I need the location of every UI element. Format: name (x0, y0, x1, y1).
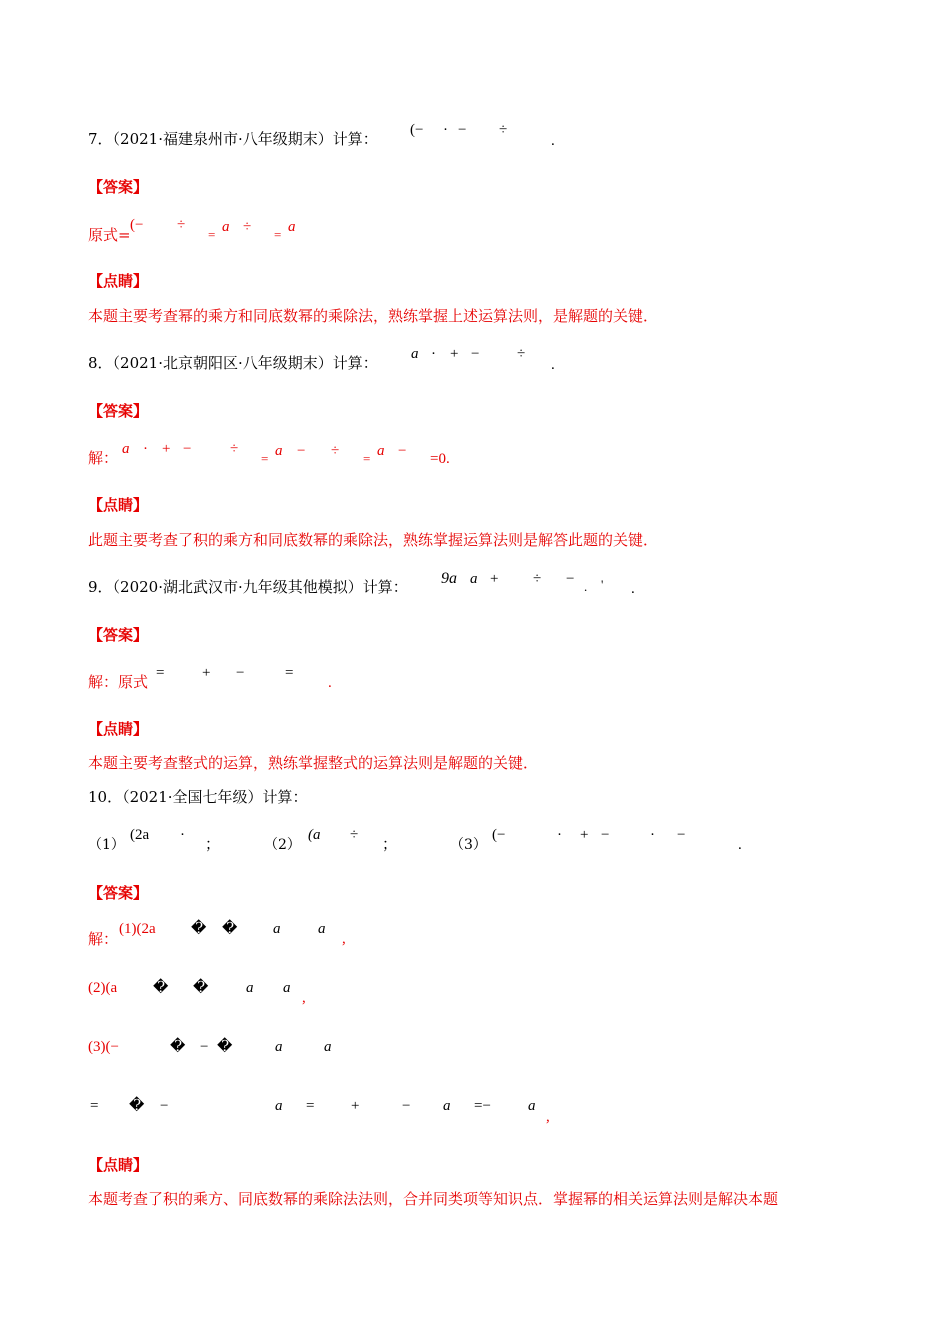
q7-ans-6: a (288, 219, 296, 235)
q8-ans-1: · (143, 441, 148, 457)
q10-l1-1: � (191, 921, 207, 937)
q10-part1-1: · (180, 827, 185, 843)
q9-ans-1: + (202, 665, 211, 681)
q8-expr-1: · (431, 346, 436, 362)
q8-ans-10: a (377, 443, 385, 459)
q9-ans-2: − (236, 665, 245, 681)
q10-answer-prefix: 解： (88, 930, 119, 948)
q10-part3-4: · (650, 827, 655, 843)
q9-ans-0: = (156, 665, 165, 681)
q8-source: （2021·北京朝阳区·八年级期末）计算： (112, 354, 378, 372)
q10-l4-10: , (546, 1109, 550, 1125)
q8-ans-6: a (275, 443, 283, 459)
q9-answer-tag: 【答案】 (88, 626, 149, 644)
q9-expr-2: + (490, 571, 499, 587)
q7-comment-tag: 【点睛】 (88, 272, 149, 290)
q8-ans-8: ÷ (331, 443, 340, 459)
q9-number: 9． (88, 578, 113, 596)
q10-l1-0: (1)(2a (119, 921, 156, 937)
q9-expr-4: − (566, 571, 575, 587)
q8-ans-0: a (122, 441, 130, 457)
q7-source: （2021·福建泉州市·八年级期末）计算： (112, 130, 378, 148)
q7-expr-0: (− (410, 122, 424, 138)
q8-ans-12: =0. (430, 451, 450, 467)
q10-l4-2: − (160, 1098, 169, 1114)
q10-l3-3: � (217, 1039, 233, 1055)
q9-comment-tag: 【点睛】 (88, 720, 149, 738)
q9-expr-5: . (584, 579, 588, 594)
q8-expr-0: a (411, 346, 419, 362)
q10-part2-2: ； (382, 837, 398, 853)
q10-l1-3: a (273, 921, 281, 937)
q7-ans-0: (− (130, 217, 144, 233)
q10-l2-2: � (193, 980, 209, 996)
q10-part2-0: (a (308, 827, 321, 843)
q8-expr-2: + (450, 346, 459, 362)
q10-l3-5: a (324, 1039, 332, 1055)
q9-expr-6: ' (601, 577, 604, 592)
q10-l3-1: � (170, 1039, 186, 1055)
q10-l2-1: � (153, 980, 169, 996)
q9-comment: 本题主要考查整式的运算，熟练掌握整式的运算法则是解题的关键． (88, 754, 539, 772)
q10-l4-6: − (402, 1098, 411, 1114)
q10-comment: 本题考查了积的乘方、同底数幂的乘除法法则，合并同类项等知识点．掌握幂的相关运算法则是解决本题 (88, 1190, 779, 1208)
q7-expr-3: ÷ (499, 122, 508, 138)
q8-ans-2: + (162, 441, 171, 457)
q8-comment: 此题主要考查了积的乘方和同底数幂的乘除法，熟练掌握运算法则是解答此题的关键． (88, 531, 659, 549)
q10-l4-0: = (90, 1098, 99, 1114)
q7-answer-prefix: 原式= (88, 226, 131, 244)
q10-part3-2: + (580, 827, 589, 843)
q10-comment-tag: 【点睛】 (88, 1156, 149, 1174)
q8-number: 8． (88, 354, 113, 372)
q8-answer-prefix: 解： (88, 449, 119, 467)
q7-ans-1: ÷ (177, 217, 186, 233)
q7-ans-2: = (208, 227, 216, 242)
q10-l2-3: a (246, 980, 254, 996)
q7-ans-3: a (222, 219, 230, 235)
q10-l4-7: a (443, 1098, 451, 1114)
q10-l2-4: a (283, 980, 291, 996)
q10-part2-label: （2） (264, 837, 301, 853)
q10-l1-2: � (222, 921, 238, 937)
q8-expr-end: . (551, 357, 555, 373)
q8-expr-4: ÷ (517, 346, 526, 362)
q8-comment-tag: 【点睛】 (88, 496, 149, 514)
q10-part3-3: − (601, 827, 610, 843)
q7-answer-tag: 【答案】 (88, 178, 149, 196)
q10-part3-5: − (677, 827, 686, 843)
q8-ans-3: − (183, 441, 192, 457)
q8-ans-11: − (398, 443, 407, 459)
q10-l4-4: = (306, 1098, 315, 1114)
q8-ans-9: = (363, 451, 371, 466)
q8-ans-4: ÷ (230, 441, 239, 457)
q8-stem (88, 354, 378, 372)
q10-l1-4: a (318, 921, 326, 937)
q10-l3-0: (3)(− (88, 1039, 119, 1055)
q10-l2-0: (2)(a (88, 980, 118, 996)
q10-number: 10． (88, 788, 123, 806)
q7-expr-1: · (443, 122, 448, 138)
q10-source: （2021·全国七年级）计算： (122, 788, 308, 806)
q10-stem (88, 788, 308, 806)
q9-ans-end: . (328, 675, 332, 691)
q8-ans-7: − (297, 443, 306, 459)
q10-part2-1: ÷ (350, 827, 359, 843)
q7-ans-5: = (274, 227, 282, 242)
q9-ans-3: = (285, 665, 294, 681)
q10-l2-5: , (302, 990, 306, 1006)
q9-expr-0: 9a (441, 570, 457, 587)
q9-expr-end: . (631, 581, 635, 597)
q10-l1-5: , (342, 931, 346, 947)
q10-part1-2: ； (205, 837, 221, 853)
q10-l4-1: � (129, 1098, 145, 1114)
q10-answer-tag: 【答案】 (88, 884, 149, 902)
q8-expr-3: − (471, 346, 480, 362)
q10-part3-end: . (738, 837, 742, 853)
q7-stem (88, 130, 378, 148)
q10-part1-label: （1） (88, 837, 125, 853)
q7-number: 7． (88, 130, 113, 148)
q7-expr-end: . (551, 133, 555, 149)
q9-expr-1: a (470, 571, 478, 587)
q9-answer-prefix: 解：原式 (88, 673, 149, 691)
q9-source: （2020·湖北武汉市·九年级其他模拟）计算： (112, 578, 408, 596)
q7-ans-4: ÷ (243, 219, 252, 235)
q7-comment: 本题主要考查幂的乘方和同底数幂的乘除法，熟练掌握上述运算法则，是解题的关键． (88, 307, 659, 325)
q7-expr-2: − (458, 122, 467, 138)
q9-expr-3: ÷ (533, 571, 542, 587)
q10-part1-0: (2a (130, 827, 150, 843)
q10-l4-9: a (528, 1098, 536, 1114)
q10-part3-1: · (557, 827, 562, 843)
q10-part3-0: (− (492, 827, 506, 843)
q10-l4-3: a (275, 1098, 283, 1114)
q10-part3-label: （3） (450, 837, 487, 853)
q10-l4-5: + (351, 1098, 360, 1114)
q8-ans-5: = (261, 451, 269, 466)
q10-l4-8: =− (474, 1098, 491, 1114)
q10-l3-2: − (200, 1039, 209, 1055)
q9-stem (88, 578, 408, 596)
q8-answer-tag: 【答案】 (88, 402, 149, 420)
q10-l3-4: a (275, 1039, 283, 1055)
